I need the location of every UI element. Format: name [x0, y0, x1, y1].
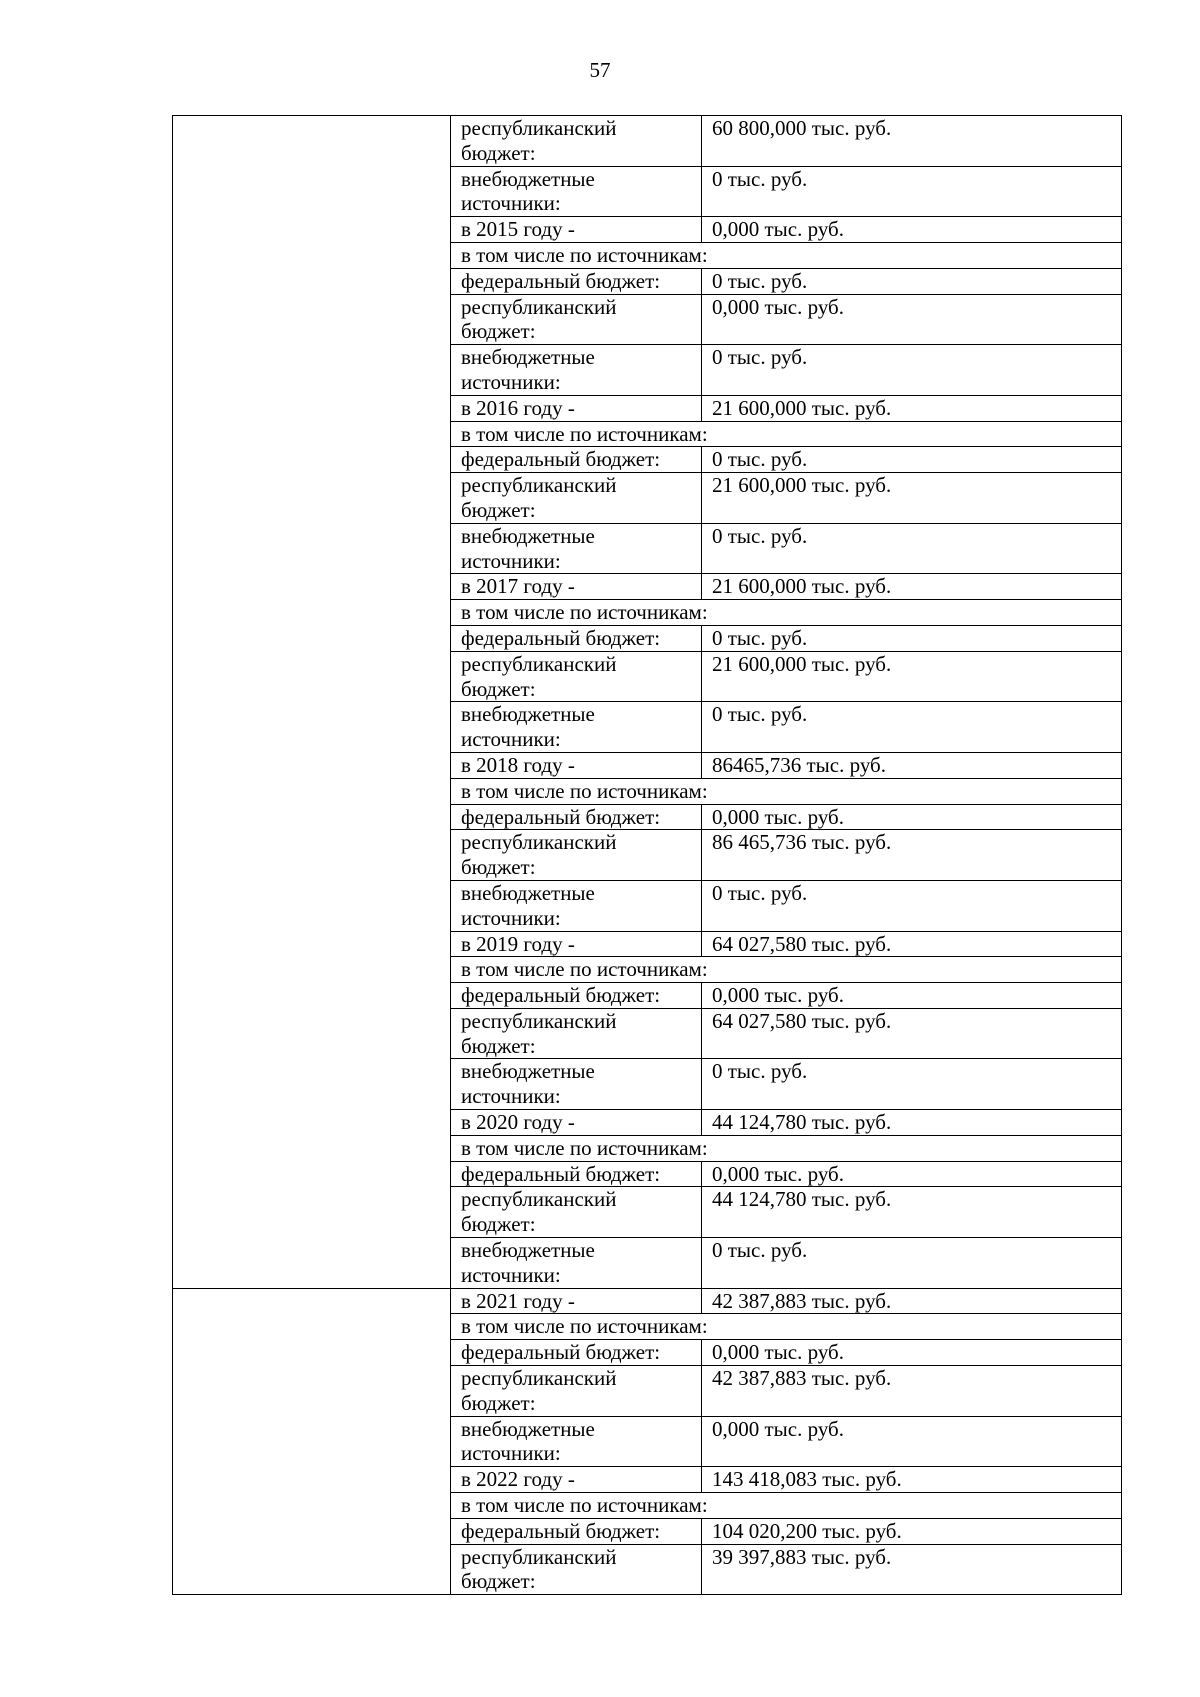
row-value: 86 465,736 тыс. руб.	[702, 830, 1122, 881]
row-label	[451, 1416, 702, 1467]
row-label	[451, 1161, 702, 1187]
table-row	[173, 116, 1122, 167]
row-label-line: республиканский	[461, 294, 617, 319]
row-value: 21 600,000 тыс. руб.	[702, 574, 1122, 600]
row-label-line: источники:	[461, 905, 561, 930]
row-label	[451, 345, 702, 396]
row-value: 39 397,883 тыс. руб.	[702, 1544, 1122, 1595]
sources-subheading: в том числе по источникам:	[451, 778, 1122, 804]
row-label-line: в 2020 году -	[461, 1110, 575, 1135]
row-label-line: бюджет:	[461, 497, 536, 522]
row-label-line: бюджет:	[461, 1212, 536, 1237]
row-value: 0,000 тыс. руб.	[702, 217, 1122, 243]
row-label-line: республиканский	[461, 1187, 617, 1212]
row-label-line: федеральный бюджет:	[461, 625, 661, 650]
row-label	[451, 574, 702, 600]
row-label-line: федеральный бюджет:	[461, 804, 661, 829]
left-column-cell-2	[173, 1288, 451, 1595]
row-label-line: бюджет:	[461, 1569, 536, 1594]
row-label-line: бюджет:	[461, 1033, 536, 1058]
row-label-line: бюджет:	[461, 140, 536, 165]
row-label-line: федеральный бюджет:	[461, 268, 661, 293]
row-label	[451, 880, 702, 931]
row-label	[451, 1340, 702, 1366]
row-label	[451, 1238, 702, 1289]
row-label-line: внебюджетные	[461, 166, 595, 191]
row-label-line: внебюджетные	[461, 1238, 595, 1263]
row-value: 0 тыс. руб.	[702, 166, 1122, 217]
row-value: 44 124,780 тыс. руб.	[702, 1187, 1122, 1238]
row-value: 86465,736 тыс. руб.	[702, 752, 1122, 778]
row-label-line: источники:	[461, 191, 561, 216]
row-value: 21 600,000 тыс. руб.	[702, 395, 1122, 421]
table-row	[173, 1288, 1122, 1314]
row-label-line: республиканский	[461, 1366, 617, 1391]
row-label-line: внебюджетные	[461, 880, 595, 905]
left-column-cell-1	[173, 116, 451, 1289]
row-label	[451, 523, 702, 574]
row-label	[451, 1467, 702, 1493]
row-value: 0,000 тыс. руб.	[702, 1161, 1122, 1187]
row-value: 0 тыс. руб.	[702, 1059, 1122, 1110]
row-value: 0,000 тыс. руб.	[702, 1416, 1122, 1467]
row-label-line: бюджет:	[461, 1390, 536, 1415]
row-label-line: источники:	[461, 369, 561, 394]
row-label-line: бюджет:	[461, 319, 536, 344]
row-label-line: в 2019 году -	[461, 931, 575, 956]
row-label-line: федеральный бюджет:	[461, 983, 661, 1008]
page-number: 57	[589, 58, 611, 82]
row-label	[451, 702, 702, 753]
sources-subheading: в том числе по источникам:	[451, 1314, 1122, 1340]
row-label-line: федеральный бюджет:	[461, 1161, 661, 1186]
row-label-line: источники:	[461, 727, 561, 752]
row-value: 44 124,780 тыс. руб.	[702, 1110, 1122, 1136]
row-label-line: внебюджетные	[461, 702, 595, 727]
row-label	[451, 1366, 702, 1417]
sources-subheading: в том числе по источникам:	[451, 1135, 1122, 1161]
row-value: 60 800,000 тыс. руб.	[702, 116, 1122, 167]
row-label-line: в 2016 году -	[461, 395, 575, 420]
row-label-line: республиканский	[461, 651, 617, 676]
row-label	[451, 830, 702, 881]
sources-subheading: в том числе по источникам:	[451, 421, 1122, 447]
row-label-line: федеральный бюджет:	[461, 447, 661, 472]
row-label-line: внебюджетные	[461, 1059, 595, 1084]
row-value: 0 тыс. руб.	[702, 523, 1122, 574]
row-label-line: республиканский	[461, 473, 617, 498]
row-label	[451, 1288, 702, 1314]
row-value: 42 387,883 тыс. руб.	[702, 1366, 1122, 1417]
row-label	[451, 804, 702, 830]
row-label-line: в 2018 году -	[461, 752, 575, 777]
funding-table	[172, 115, 1122, 1595]
row-label	[451, 625, 702, 651]
row-label	[451, 116, 702, 167]
sources-subheading: в том числе по источникам:	[451, 957, 1122, 983]
row-label-line: внебюджетные	[461, 345, 595, 370]
row-value: 0 тыс. руб.	[702, 447, 1122, 473]
sources-subheading: в том числе по источникам:	[451, 242, 1122, 268]
row-label	[451, 166, 702, 217]
row-label	[451, 651, 702, 702]
row-label	[451, 395, 702, 421]
row-value: 21 600,000 тыс. руб.	[702, 651, 1122, 702]
row-label	[451, 268, 702, 294]
row-value: 0,000 тыс. руб.	[702, 294, 1122, 345]
sources-subheading: в том числе по источникам:	[451, 1493, 1122, 1519]
row-value: 143 418,083 тыс. руб.	[702, 1467, 1122, 1493]
row-label	[451, 294, 702, 345]
row-label	[451, 1008, 702, 1059]
row-label	[451, 1059, 702, 1110]
row-label	[451, 1518, 702, 1544]
row-label-line: республиканский	[461, 1008, 617, 1033]
row-value: 0 тыс. руб.	[702, 880, 1122, 931]
row-label	[451, 1544, 702, 1595]
row-label	[451, 931, 702, 957]
row-value: 0 тыс. руб.	[702, 268, 1122, 294]
row-label	[451, 1110, 702, 1136]
row-value: 21 600,000 тыс. руб.	[702, 473, 1122, 524]
row-label-line: в 2021 году -	[461, 1288, 575, 1313]
row-value: 0 тыс. руб.	[702, 345, 1122, 396]
row-label-line: внебюджетные	[461, 1416, 595, 1441]
row-label-line: в 2017 году -	[461, 574, 575, 599]
row-value: 0,000 тыс. руб.	[702, 983, 1122, 1009]
row-label-line: внебюджетные	[461, 523, 595, 548]
row-value: 0 тыс. руб.	[702, 702, 1122, 753]
row-label	[451, 217, 702, 243]
row-value: 0 тыс. руб.	[702, 1238, 1122, 1289]
row-label	[451, 1187, 702, 1238]
row-label	[451, 983, 702, 1009]
row-label-line: в 2022 году -	[461, 1467, 575, 1492]
row-value: 42 387,883 тыс. руб.	[702, 1288, 1122, 1314]
sources-subheading: в том числе по источникам:	[451, 600, 1122, 626]
row-label-line: республиканский	[461, 830, 617, 855]
row-value: 0,000 тыс. руб.	[702, 1340, 1122, 1366]
row-label-line: республиканский	[461, 116, 617, 140]
row-label	[451, 447, 702, 473]
row-value: 0 тыс. руб.	[702, 625, 1122, 651]
row-value: 64 027,580 тыс. руб.	[702, 1008, 1122, 1059]
row-label-line: бюджет:	[461, 855, 536, 880]
row-label-line: республиканский	[461, 1544, 617, 1569]
row-value: 104 020,200 тыс. руб.	[702, 1518, 1122, 1544]
row-label	[451, 473, 702, 524]
row-label-line: федеральный бюджет:	[461, 1340, 661, 1365]
row-value: 64 027,580 тыс. руб.	[702, 931, 1122, 957]
row-value: 0,000 тыс. руб.	[702, 804, 1122, 830]
row-label	[451, 752, 702, 778]
row-label-line: бюджет:	[461, 676, 536, 701]
row-label-line: в 2015 году -	[461, 217, 575, 242]
row-label-line: источники:	[461, 1084, 561, 1109]
row-label-line: источники:	[461, 548, 561, 573]
row-label-line: федеральный бюджет:	[461, 1518, 661, 1543]
row-label-line: источники:	[461, 1262, 561, 1287]
row-label-line: источники:	[461, 1441, 561, 1466]
